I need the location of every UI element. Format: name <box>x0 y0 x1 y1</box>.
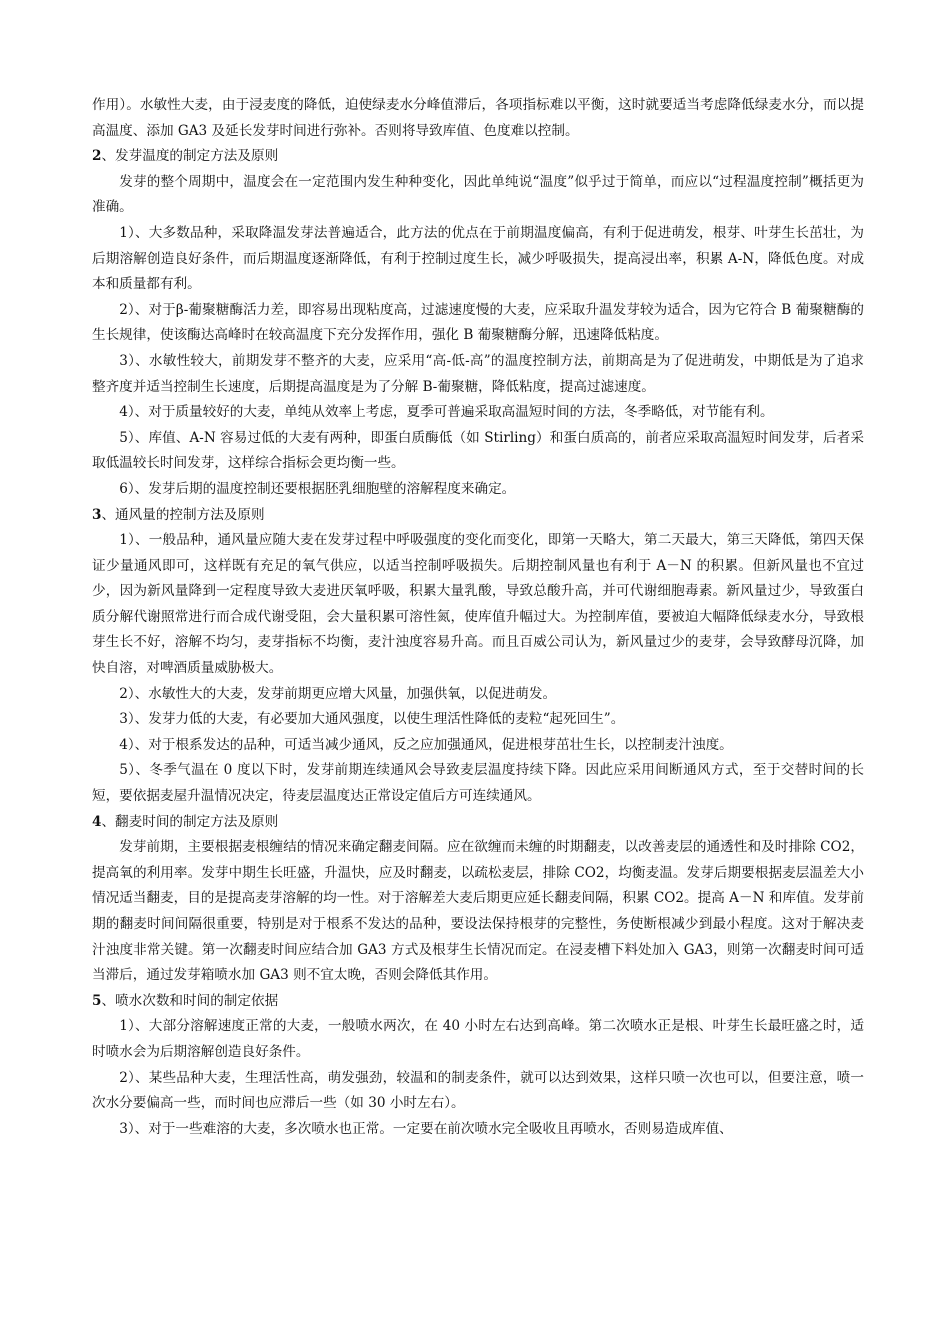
paragraph: 3）、水敏性较大，前期发芽不整齐的大麦，应采用“高-低-高”的温度控制方法，前期高是为了促进萌发，中期低是为了追求整齐度并适当控制生长速度，后期提高温度是为了分解 B-葡聚糖，降低粘度，提高过滤速度。 <box>92 352 864 395</box>
paragraph: 发芽前期，主要根据麦根缠结的情况来确定翻麦间隔。应在欲缠而未缠的时期翻麦，以改善麦层的通透性和及时排除 CO2，提高氧的利用率。发芽中期生长旺盛，升温快，应及时翻麦，以疏松麦层，排除 CO2，均衡麦温。发芽后期要根据麦层温差大小情况适当翻麦，目的是提高麦芽溶解的均一性。对于溶解差大麦后期更应延长翻麦间隔，积累 CO2。提高 A－N 和库值。发芽前期的翻麦时间间隔很重要，特别是对于根系不发达的品种，要设法保持根芽的完整性，务使断根减少到最小程度。这对于解决麦汁浊度非常关键。第一次翻麦时间应结合加 GA3 方式及根芽生长情况而定。在浸麦槽下料处加入 GA3，则第一次翻麦时间可适当滞后，通过发芽箱喷水加 GA3 则不宜太晚，否则会降低其作用。 <box>92 839 864 984</box>
paragraph: 1）、大多数品种，采取降温发芽法普遍适合，此方法的优点在于前期温度偏高，有利于促进萌发，根芽、叶芽生长茁壮，为后期溶解创造良好条件，而后期温度逐渐降低，有利于控制过度生长，减少呼吸损失，提高浸出率，积累 A-N，降低色度。对成本和质量都有利。 <box>92 224 864 293</box>
section-title: 、通风量的控制方法及原则 <box>101 506 265 523</box>
paragraph: 5）、库值、A-N 容易过低的大麦有两种，即蛋白质酶低（如 Stirling）和蛋白质高的，前者应采取高温短时间发芽，后者采取低温较长时间发芽，这样综合指标会更均衡一些。 <box>92 429 864 472</box>
section-title: 、发芽温度的制定方法及原则 <box>101 148 279 165</box>
paragraph: 1）、一般品种，通风量应随大麦在发芽过程中呼吸强度的变化而变化，即第一天略大，第二天最大，第三天降低，第四天保证少量通风即可，这样既有充足的氧气供应，以适当控制呼吸损失。后期控制风量也有利于 A－N 的积累。但新风量也不宜过少，因为新风量降到一定程度导致大麦进厌氧呼吸，积累大量乳酸，导致总酸升高，并可代谢细胞毒素。新风量过少，导致蛋白质分解代谢照常进行而合成代谢受阻，会大量积累可溶性氮，使库值升幅过大。为控制库值，要被迫大幅降低绿麦水分，导致根芽生长不好，溶解不均匀，麦芽指标不均衡，麦汁浊度容易升高。而且百威公司认为，新风量过少的麦芽，会导致酵母沉降，加快自溶，对啤酒质量威胁极大。 <box>92 532 864 677</box>
document-page <box>92 93 864 1142</box>
paragraph: 2）、某些品种大麦，生理活性高，萌发强劲，较温和的制麦条件，就可以达到效果，这样只喷一次也可以，但要注意，喷一次水分要偏高一些，而时间也应滞后一些（如 30 小时左右）。 <box>92 1069 864 1112</box>
paragraph-continued: 作用）。水敏性大麦，由于浸麦度的降低，迫使绿麦水分峰值滞后，各项指标难以平衡，这时就要适当考虑降低绿麦水分，而以提高温度、添加 GA3 及延长发芽时间进行弥补。否则将导致库值、色度难以控制。 <box>92 97 864 139</box>
section-title: 、喷水次数和时间的制定依据 <box>101 992 279 1009</box>
paragraph: 5）、冬季气温在 0 度以下时，发芽前期连续通风会导致麦层温度持续下降。因此应采用间断通风方式，至于交替时间的长短，要依据麦屋升温情况决定，待麦层温度达正常设定值后方可连续通风。 <box>92 762 864 805</box>
paragraph: 3）、对于一些难溶的大麦，多次喷水也正常。一定要在前次喷水完全吸收且再喷水，否则易造成库值、 <box>119 1120 733 1137</box>
section-heading-4 <box>92 810 864 836</box>
section-heading-5 <box>92 989 864 1015</box>
section-number: 4 <box>92 813 102 830</box>
paragraph: 发芽的整个周期中，温度会在一定范围内发生种种变化，因此单纯说“温度”似乎过于简单，而应以“过程温度控制”概括更为准确。 <box>92 173 864 216</box>
section-number: 5 <box>92 992 102 1009</box>
paragraph: 4）、对于质量较好的大麦，单纯从效率上考虑，夏季可普遍采取高温短时间的方法，冬季略低，对节能有利。 <box>119 404 774 421</box>
paragraph: 6）、发芽后期的温度控制还要根据胚乳细胞壁的溶解程度来确定。 <box>119 480 516 497</box>
paragraph: 2）、对于β-葡聚糖酶活力差，即容易出现粘度高，过滤速度慢的大麦，应采取升温发芽较为适合，因为它符合 B 葡聚糖酶的生长规律，使该酶达高峰时在较高温度下充分发挥作用，强化 B 葡聚糖酶分解，迅速降低粘度。 <box>92 301 864 344</box>
section-number: 3 <box>92 506 102 523</box>
section-heading-2 <box>92 144 864 170</box>
paragraph: 4）、对于根系发达的品种，可适当减少通风，反之应加强通风，促进根芽茁壮生长，以控制麦汁浊度。 <box>119 736 733 753</box>
paragraph: 2）、水敏性大的大麦，发芽前期更应增大风量，加强供氧，以促进萌发。 <box>119 685 557 702</box>
section-heading-3 <box>92 503 864 529</box>
paragraph: 3）、发芽力低的大麦，有必要加大通风强度，以使生理活性降低的麦粒“起死回生”。 <box>119 711 625 728</box>
section-title: 、翻麦时间的制定方法及原则 <box>101 813 279 830</box>
paragraph: 1）、大部分溶解速度正常的大麦，一般喷水两次，在 40 小时左右达到高峰。第二次喷水正是根、叶芽生长最旺盛之时，适时喷水会为后期溶解创造良好条件。 <box>92 1018 864 1060</box>
section-number: 2 <box>92 148 102 165</box>
